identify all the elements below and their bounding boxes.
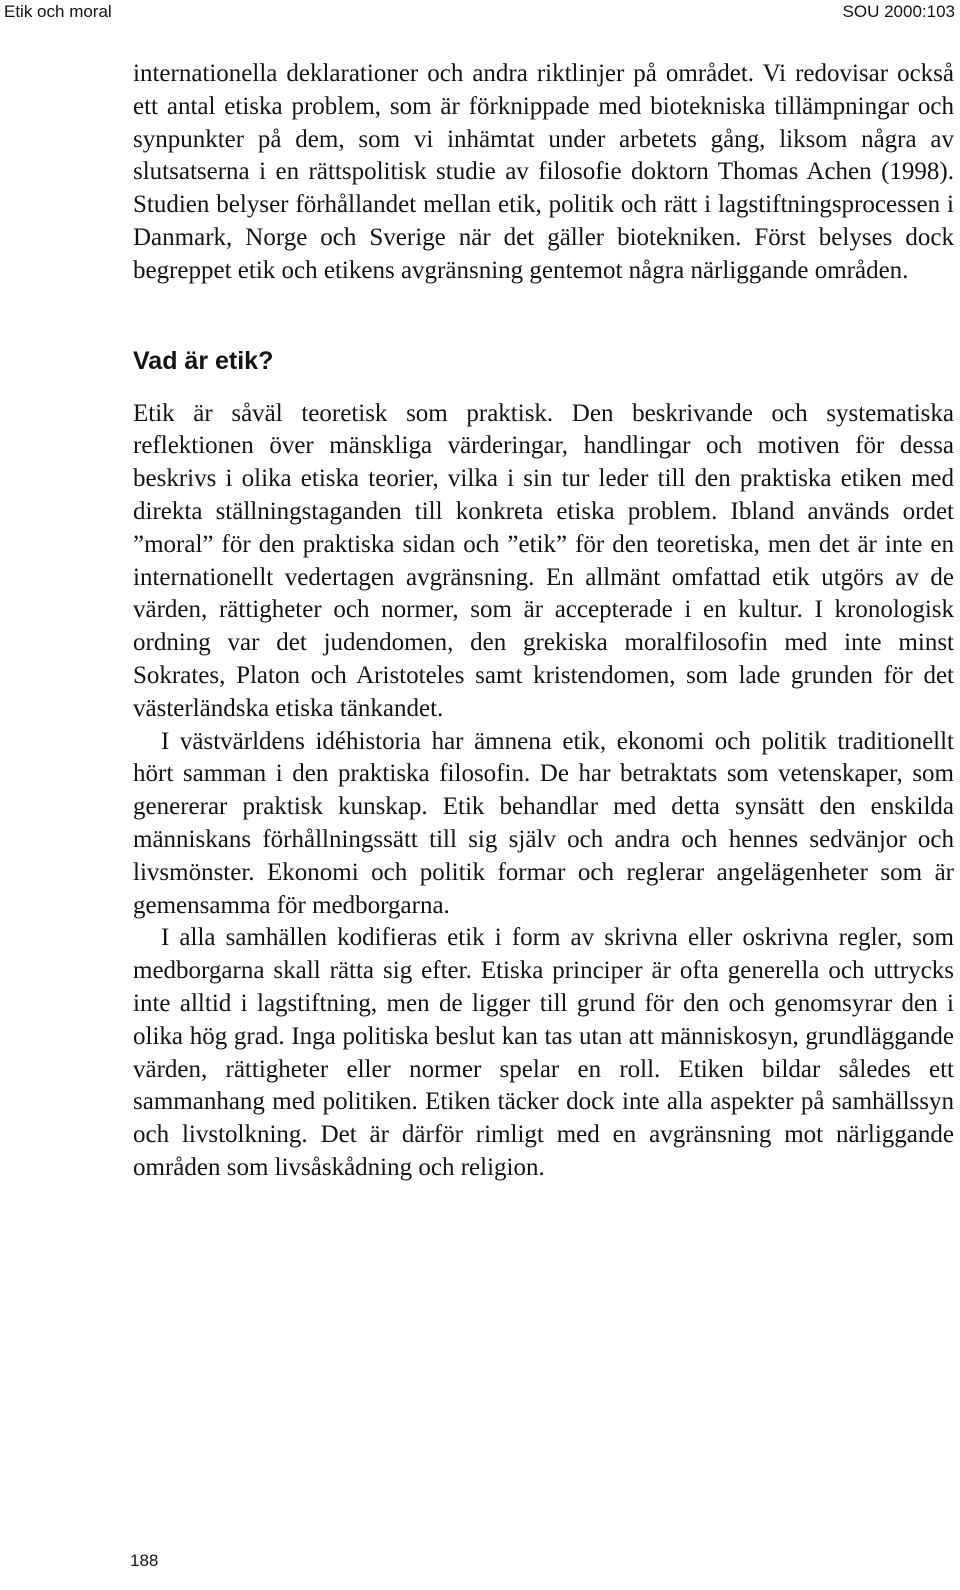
paragraph-2: I västvärldens idéhistoria har ämnena etik, ekonomi och politik traditionellt hört samman i den praktiska filosofin. De har betraktats som vetenskaper, som genererar praktisk kunskap. Etik behandlar med detta synsätt den enskilda människans förhållningssätt till sig själv och andra och hennes sedvänjor och livsmönster. Ekonomi och politik formar och reglerar angelägenheter som är gemensamma för medborgarna. xyxy=(133,727,954,919)
paragraph-1: Etik är såväl teoretisk som praktisk. Den beskrivande och systematiska reflektionen över mänskliga värderingar, handlingar och motiven för dessa beskrivs i olika etiska teorier, vilka i sin tur leder till den praktiska etiken med direkta ställningstaganden till konkreta etiska problem. Ibland används ordet ”moral” för den praktiska sidan och ”etik” för den teoretiska, men det är inte en internationellt vedertagen avgränsning. En allmänt omfattad etik utgörs av de värden, rättigheter och normer, som är accepterade i en kultur. I kronologisk ordning var det judendomen, den grekiska moralfilosofin med inte minst Sokrates, Platon och Aristoteles samt kristendomen, som lade grunden för det västerländska etiska tänkandet. xyxy=(133,399,954,722)
document-reference: SOU 2000:103 xyxy=(842,2,955,21)
section-heading: Vad är etik? xyxy=(133,346,274,375)
chapter-title: Etik och moral xyxy=(4,2,112,21)
paragraph-3: I alla samhällen kodifieras etik i form av skrivna eller oskrivna regler, som medborgarna skall rätta sig efter. Etiska principer är ofta generella och uttrycks inte alltid i lagstiftning, men de ligger till grund för den och genomsyrar den i olika hög grad. Inga politiska beslut kan tas utan att människosyn, grundläggande värden, rättigheter eller normer spelar en roll. Etiken bildar således ett sammanhang med politiken. Etiken täcker dock inte alla aspekter på samhällssyn och livstolkning. Det är därför rimligt med en avgränsning mot närliggande områden som livsåskådning och religion. xyxy=(133,924,954,1181)
body-text xyxy=(133,58,954,1185)
running-header xyxy=(0,0,960,24)
page-number: 188 xyxy=(130,1551,159,1570)
intro-paragraph: internationella deklarationer och andra riktlinjer på området. Vi redovisar också ett antal etiska problem, som är förknippade med biotekniska tillämpningar och synpunkter på dem, som vi inhämtat under arbetets gång, liksom några av slutsatserna i en rättspolitisk studie av filosofie doktorn Thomas Achen (1998). Studien belyser förhållandet mellan etik, politik och rätt i lagstiftningsprocessen i Danmark, Norge och Sverige när det gäller biotekniken. Först belyses dock begreppet etik och etikens avgränsning gentemot några närliggande områden. xyxy=(133,60,954,284)
